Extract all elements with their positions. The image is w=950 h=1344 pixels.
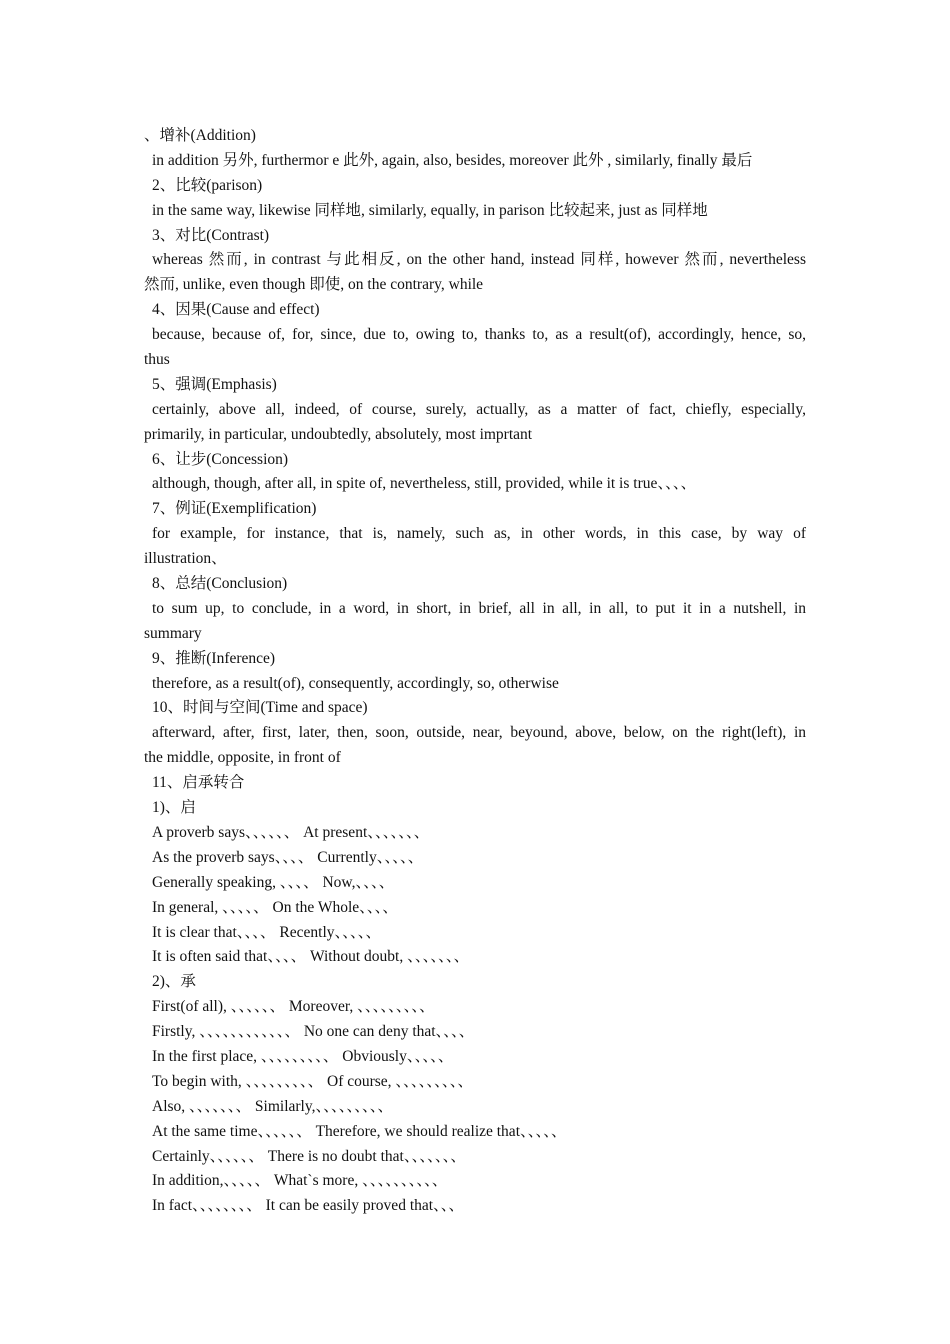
phrase-line: Certainly、、、、、、 There is no doubt that、、、、、、、 — [152, 1147, 466, 1165]
text-line: in the same way, likewise 同样地, similarly, equally, in parison 比较起来, just as 同样地 — [152, 201, 708, 219]
text-line: certainly, above all, indeed, of course, surely, actually, as a matter of fact, chiefly, especially, — [152, 400, 806, 418]
phrase-line: In the first place, 、、、、、、、、、 Obviously、、、、、 — [152, 1047, 454, 1065]
heading-comparison: 2、比较(parison) — [152, 176, 263, 194]
text-line: whereas 然而, in contrast 与此相反, on the other hand, instead 同样, however 然而, nevertheless — [152, 251, 806, 269]
text-line: for example, for instance, that is, namely, such as, in other words, in this case, by way of — [152, 525, 806, 543]
document-page — [144, 124, 806, 1219]
heading-concession: 6、让步(Concession) — [152, 450, 289, 468]
text-line: therefore, as a result(of), consequently, accordingly, so, otherwise — [152, 674, 559, 692]
heading-transitions: 11、启承转合 — [152, 774, 245, 792]
heading-addition: 、增补(Addition) — [144, 127, 256, 144]
text-line: the middle, opposite, in front of — [144, 749, 341, 767]
phrase-line: It is often said that、、、、 Without doubt, 、、、、、、、 — [152, 948, 470, 966]
heading-emphasis: 5、强调(Emphasis) — [152, 375, 277, 393]
text-line: in addition 另外, furthermor e 此外, again, also, besides, moreover 此外 , similarly, finally 最后 — [152, 151, 753, 169]
heading-time-space: 10、时间与空间(Time and space) — [152, 699, 368, 717]
text-line: although, though, after all, in spite of, nevertheless, still, provided, while it is true、、、、 — [152, 475, 697, 493]
text-line: illustration、 — [144, 550, 227, 568]
heading-inference: 9、推断(Inference) — [152, 649, 276, 667]
phrase-line: In fact、、、、、、、、 It can be easily proved that、、、 — [152, 1197, 465, 1215]
heading-conclusion: 8、总结(Conclusion) — [152, 575, 288, 593]
phrase-line: In general, 、、、、、 On the Whole、、、、 — [152, 898, 398, 916]
subheading-opening: 1)、启 — [152, 799, 196, 817]
text-line: 然而, unlike, even though 即使, on the contrary, while — [144, 276, 484, 294]
subheading-continuation: 2)、承 — [152, 973, 196, 991]
phrase-line: Generally speaking, 、、、、 Now,、、、、 — [152, 873, 395, 891]
phrase-line: In addition,、、、、、 What`s more, 、、、、、、、、、、 — [152, 1172, 448, 1190]
phrase-line: It is clear that、、、、 Recently、、、、、 — [152, 923, 381, 941]
text-line: thus — [144, 351, 170, 369]
text-line: to sum up, to conclude, in a word, in short, in brief, all in all, in all, to put it in a nutshell, in — [152, 599, 806, 617]
text-line: summary — [144, 624, 202, 642]
heading-contrast: 3、对比(Contrast) — [152, 226, 270, 244]
phrase-line: Firstly, 、、、、、、、、、、、、 No one can deny that、、、、 — [152, 1023, 475, 1041]
heading-exemplification: 7、例证(Exemplification) — [152, 500, 317, 518]
phrase-line: First(of all), 、、、、、、 Moreover, 、、、、、、、、、 — [152, 998, 435, 1016]
text-line: primarily, in particular, undoubtedly, absolutely, most imprtant — [144, 425, 533, 443]
phrase-line: To begin with, 、、、、、、、、、 Of course, 、、、、、、、、、 — [152, 1072, 473, 1090]
heading-cause-effect: 4、因果(Cause and effect) — [152, 301, 320, 319]
phrase-line: Also, 、、、、、、、 Similarly,、、、、、、、、、 — [152, 1097, 393, 1115]
text-line: afterward, after, first, later, then, soon, outside, near, beyound, above, below, on the right(left), in — [152, 724, 806, 742]
text-line: because, because of, for, since, due to, owing to, thanks to, as a result(of), accordingly, hence, so, — [152, 326, 806, 344]
phrase-line: At the same time、、、、、、 Therefore, we should realize that、、、、、 — [152, 1122, 567, 1140]
phrase-line: A proverb says、、、、、、 At present、、、、、、、 — [152, 823, 430, 841]
phrase-line: As the proverb says、、、、 Currently、、、、、 — [152, 848, 424, 866]
